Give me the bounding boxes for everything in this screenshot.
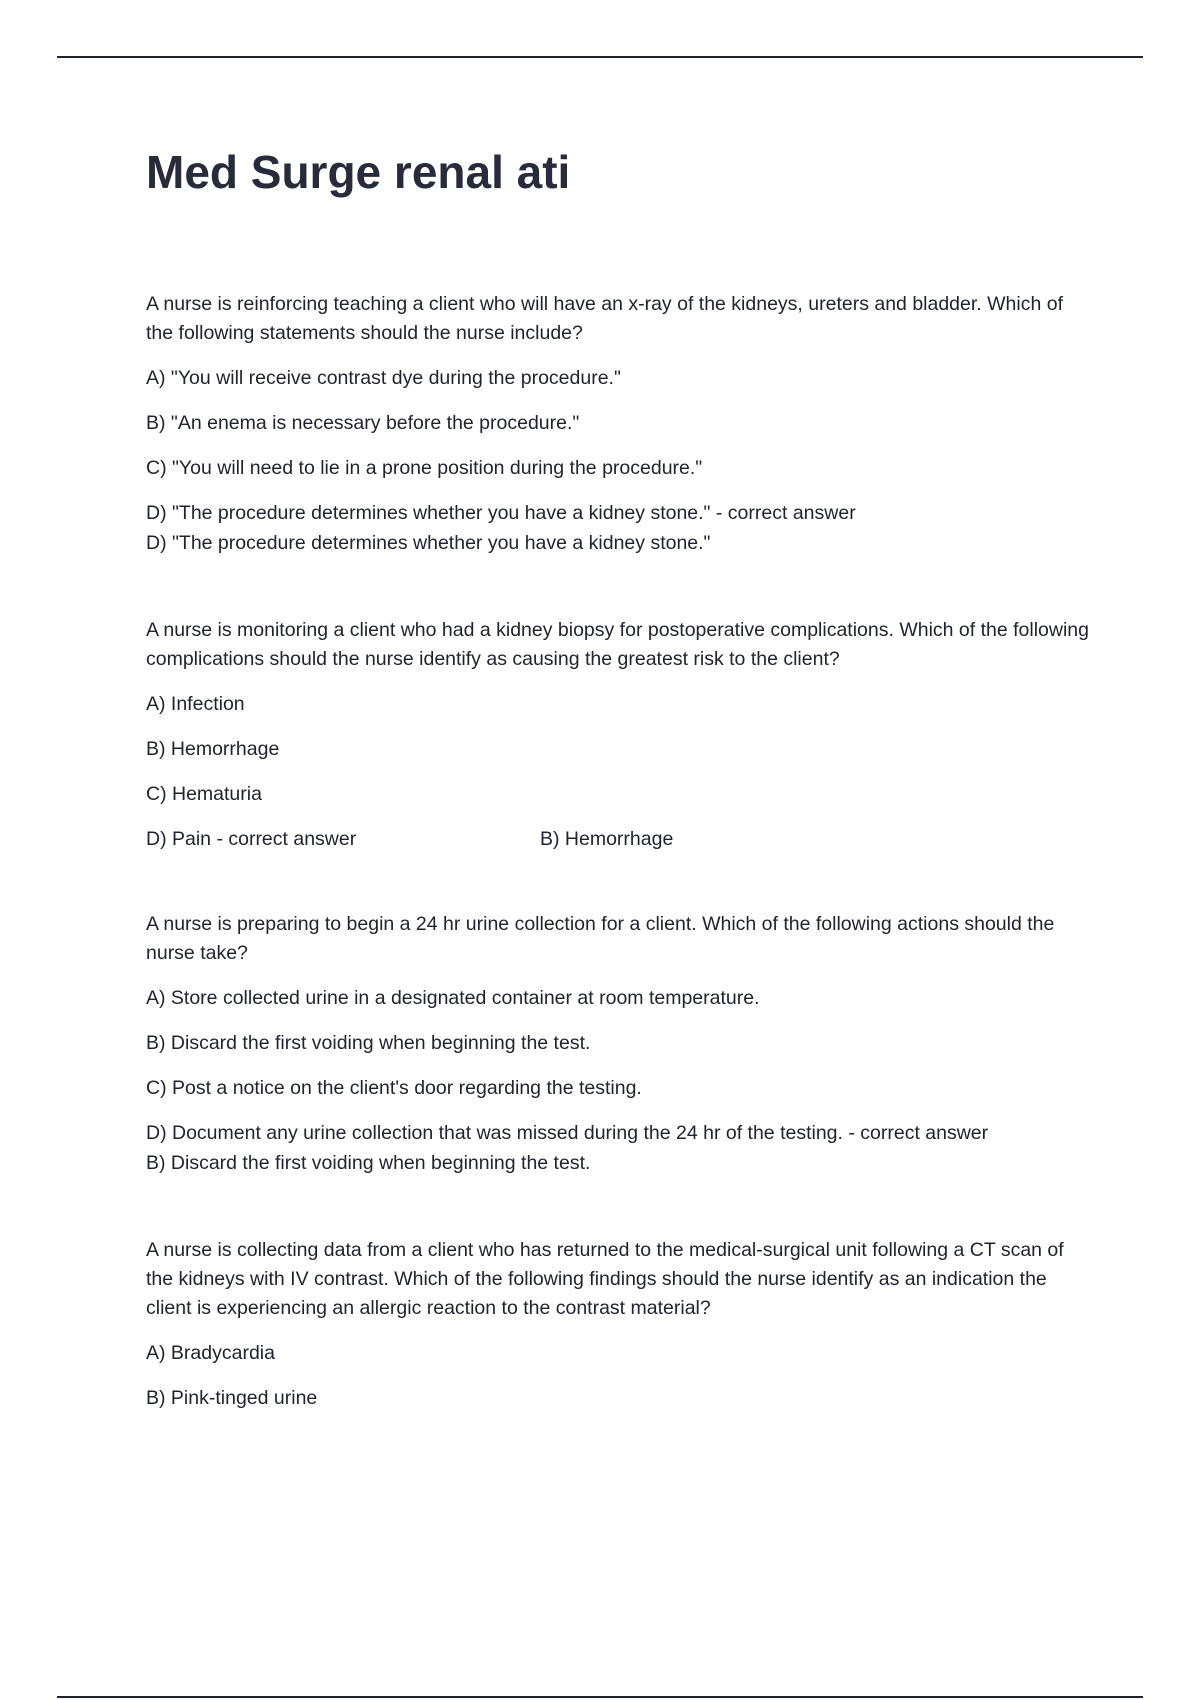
question-stem: A nurse is monitoring a client who had a kidney biopsy for postoperative complications. Which of the following complications should the nurse identify as causing the greatest risk to the client? [146,619,1089,670]
option-b: B) Hemorrhage [146,738,280,760]
option-d: D) Pain - correct answer [146,828,357,850]
document-body [146,290,1091,1429]
question-3 [146,910,1091,1178]
option-a: A) Store collected urine in a designated container at room temperature. [146,987,760,1009]
question-stem: A nurse is preparing to begin a 24 hr urine collection for a client. Which of the following actions should the nurse take? [146,913,1055,964]
question-stem: A nurse is collecting data from a client who has returned to the medical-surgical unit following a CT scan of the kidneys with IV contrast. Which of the following findings should the nurse identify as an indication the client is experiencing an allergic reaction to the contrast material? [146,1239,1064,1319]
option-a: A) "You will receive contrast dye during the procedure." [146,367,621,389]
option-c: C) Hematuria [146,783,262,805]
option-b: B) "An enema is necessary before the procedure." [146,412,580,434]
option-d: D) "The procedure determines whether you have a kidney stone." - correct answer [146,502,856,524]
question-stem: A nurse is reinforcing teaching a client who will have an x-ray of the kidneys, ureters and bladder. Which of the following statements should the nurse include? [146,293,1063,344]
option-b: B) Discard the first voiding when beginning the test. [146,1032,591,1054]
option-d: D) Document any urine collection that was missed during the 24 hr of the testing. - correct answer [146,1122,989,1144]
document-title: Med Surge renal ati [146,146,571,198]
question-4 [146,1236,1091,1413]
bottom-rule [57,1696,1143,1698]
option-b: B) Pink-tinged urine [146,1387,318,1409]
option-c: C) Post a notice on the client's door regarding the testing. [146,1077,642,1099]
question-1 [146,290,1091,558]
option-d-row [146,825,1091,854]
option-a: A) Infection [146,693,245,715]
option-c: C) "You will need to lie in a prone position during the procedure." [146,457,703,479]
top-rule [57,56,1143,58]
correct-answer: B) Discard the first voiding when beginning the test. [146,1152,591,1174]
option-a: A) Bradycardia [146,1342,275,1364]
correct-answer: B) Hemorrhage [540,828,674,850]
correct-answer: D) "The procedure determines whether you have a kidney stone." [146,532,711,554]
question-2 [146,616,1091,854]
